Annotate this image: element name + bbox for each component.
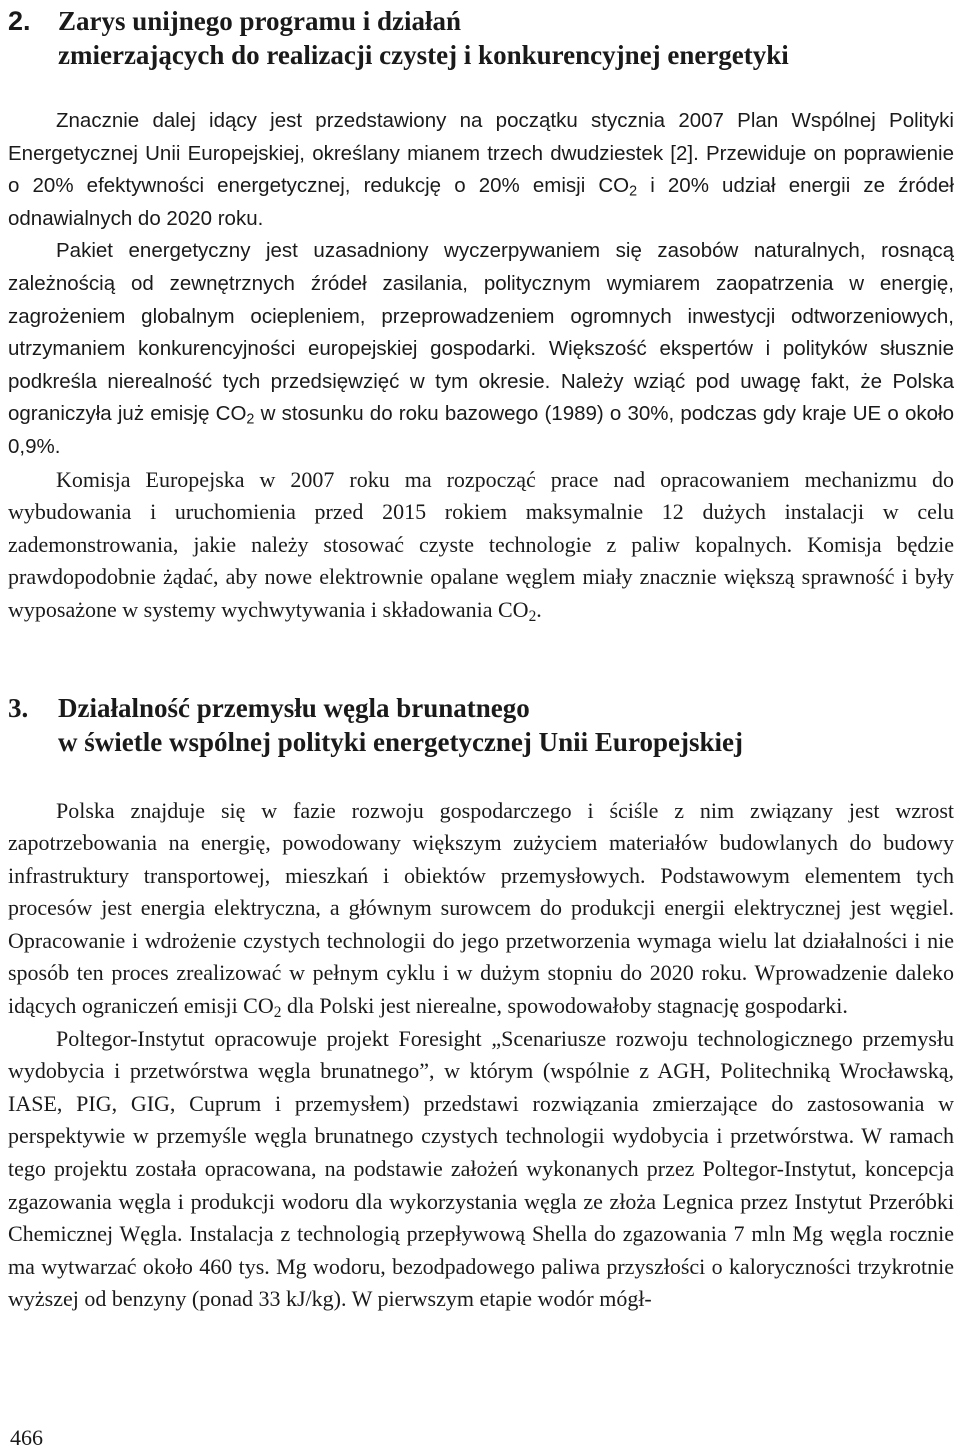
page-number: 466 [10,1425,43,1450]
subscript: 2 [273,1003,282,1021]
section-number: 2. [8,6,31,36]
paragraph-text: . [536,596,542,622]
section-3-body [8,795,954,1317]
paragraph-text: Znacznie dalej idący jest przedstawiony na początku stycznia 2007 Plan Wspólnej Polityki Energetycznej Unii Europejskiej, określany mianem trzech dwudziestek [2]. Przewiduje on poprawienie o 20% efektywności energetycznej, redukcję o 20% emisji CO [8,109,954,198]
paragraph-text: Komisja Europejska w 2007 roku ma rozpocząć prace nad opracowaniem mechanizmu do wybudowania i uruchomienia przed 2015 rokiem maksymalnie 12 dużych instalacji w celu zademonstrowania, jakie należy stosować czyste technologie z paliw kopalnych. Komisja będzie prawdopodobnie żądać, aby nowe elektrownie opalane węglem miały znacznie większą sprawność i były wyposażone w systemy wychwytywania i składowania CO [8,466,954,622]
subscript: 2 [246,411,255,428]
paragraph-text: i 20% udział energii ze źródeł odnawialnych do 2020 roku. [8,174,954,230]
paragraph [8,105,954,235]
paragraph-text: w stosunku do roku bazowego (1989) o 30%, podczas gdy kraje UE o około 0,9%. [8,402,954,458]
paragraph [8,235,954,463]
paragraph [8,1023,954,1316]
section-title-line-2: w świetle wspólnej polityki energetycznej Unii Europejskiej [58,726,743,757]
section-heading-3 [8,691,954,759]
section-title-line-1: Zarys unijnego programu i działań [58,6,462,36]
paragraph-text: Pakiet energetyczny jest uzasadniony wyczerpywaniem się zasobów naturalnych, rosnącą zależnością od zewnętrznych źródeł zasilania, politycznym wymiarem zaopatrzenia w energię, zagrożeniem globalnym ociepleniem, przeprowadzeniem ogromnych inwestycji odtworzeniowych, utrzymaniem konkurencyjności europejskiej gospodarki. Większość ekspertów i polityków słusznie podkreśla nierealność tych przedsięwzięć w tym okresie. Należy wziąć pod uwagę fakt, że Polska ograniczyła już emisję CO [8,239,954,426]
subscript: 2 [528,607,537,625]
paragraph-text: Poltegor-Instytut opracowuje projekt Foresight „Scenariusze rozwoju technologicznego przemysłu wydobycia i przetwórstwa węgla brunatnego”, w którym (wspólnie z AGH, Politechniką Wrocławską, IASE, PIG, GIG, Cuprum i przemysłem) przedstawi rozwiązania zmierzające do zastosowania w perspektywie w przemyśle węgla brunatnego czystych technologii wydobycia i przetwórstwa. W ramach tego projektu została opracowana, na podstawie założeń wykonanych przez Poltegor-Instytut, koncepcja zgazowania węgla i produkcji wodoru dla wykorzystania węgla ze złoża Legnica przez Instytut Przeróbki Chemicznej Węgla. Instalacja z technologią przepływową Shella do zgazowania 7 mln Mg węgla rocznie ma wytwarzać około 460 tys. Mg wodoru, bezodpadowego paliwa przyszłości o kaloryczności trzykrotnie wyższej od benzyny (ponad 33 kJ/kg). W pierwszym etapie wodór mógł- [8,1025,954,1312]
section-title [58,4,954,72]
paragraph-text: dla Polski jest nierealne, spowodowałoby stagnację gospodarki. [281,993,848,1019]
paragraph [8,464,954,627]
paragraph-text: Polska znajduje się w fazie rozwoju gospodarczego i ściśle z nim związany jest wzrost zapotrzebowania na energię, powodowany większym zużyciem materiałów budowlanych do budowy infrastruktury transportowej, mieszkań i obiektów przemysłowych. Podstawowym elementem tych procesów jest energia elektryczna, a głównym surowcem do produkcji energii elektrycznej jest węgiel. Opracowanie i wdrożenie czystych technologii do jego przetworzenia wymaga wielu lat działalności i nie sposób ten proces zrealizować w pełnym cyklu i w dużym stopniu do 2020 roku. Wprowadzenie daleko idących ograniczeń emisji CO [8,797,954,1019]
section-heading-2 [8,4,954,72]
section-title-line-2: zmierzających do realizacji czystej i konkurencyjnej energetyki [58,40,789,70]
document-page [8,0,954,1316]
paragraph [8,795,954,1023]
section-2-body [8,105,954,627]
section-title-line-1: Działalność przemysłu węgla brunatnego [58,692,530,723]
subscript: 2 [629,183,638,200]
section-number: 3. [8,692,29,723]
section-title [58,691,954,759]
